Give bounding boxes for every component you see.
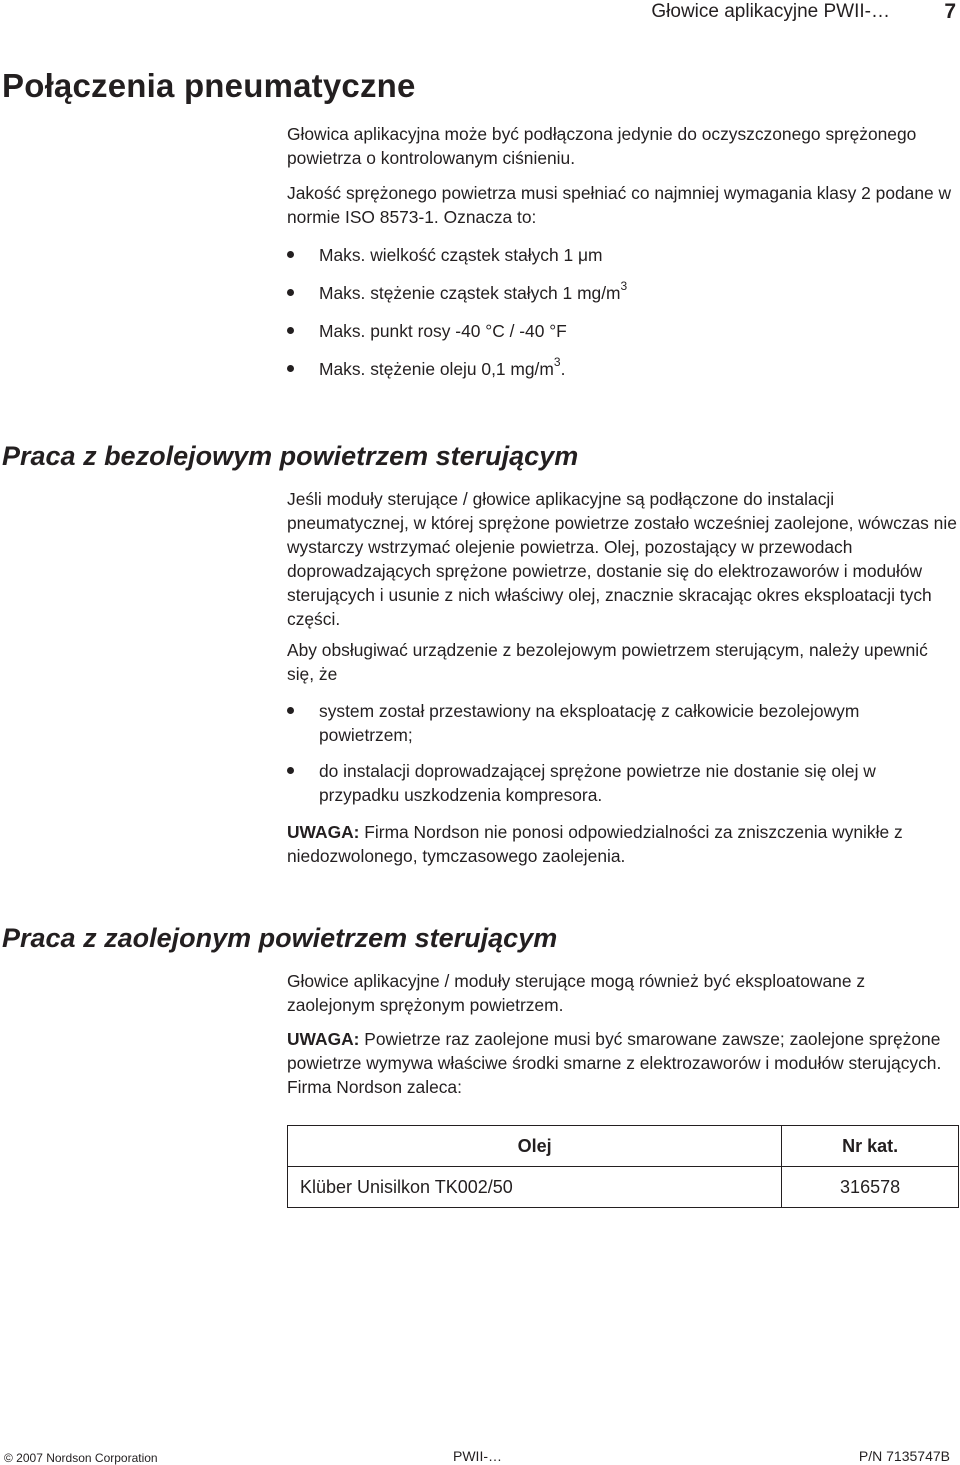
section1-paragraph-2: Jakość sprężonego powietrza musi spełniać co najmniej wymagania klasy 2 podane w normie ISO 8573-1. Oznacza to:	[287, 183, 952, 227]
footer-document-name: PWII-…	[453, 1448, 502, 1464]
bullet-icon	[287, 767, 294, 774]
list-item: Maks. stężenie cząstek stałych 1 $mg/m^3$	[287, 281, 957, 319]
list-item: Maks. wielkość cząstek stałych 1 μm	[287, 243, 957, 281]
list-item: do instalacji doprowadzającej sprężone powietrze nie dostanie się olej w przypadku uszkodzenia kompresora.	[287, 759, 957, 807]
bullet-icon	[287, 707, 294, 714]
section-title-pneumatic-connections: Połączenia pneumatyczne	[2, 67, 416, 104]
note-label: UWAGA:	[287, 1029, 360, 1049]
page-footer	[0, 1447, 960, 1465]
header-title: Głowice aplikacyjne PWII-…	[651, 1, 890, 22]
section1-paragraph-1: Głowica aplikacyjna może być podłączona jedynie do oczyszczonego sprężonego powietrza o kontrolowanym ciśnieniu.	[287, 124, 917, 168]
air-quality-requirements-list	[287, 243, 957, 395]
section3-note: UWAGA: Powietrze raz zaolejone musi być smarowane zawsze; zaolejone sprężone powietrze wymywa właściwe środki smarne z elektrozaworów i modułów sterujących. Firma Nordson zaleca:	[287, 1029, 942, 1097]
column-header-part-number: Nr kat.	[782, 1126, 959, 1167]
bullet-icon	[287, 289, 294, 296]
part-number-cell: 316578	[782, 1167, 959, 1208]
bullet-icon	[287, 251, 294, 258]
column-header-oil: Olej	[288, 1126, 782, 1167]
table-header-row	[288, 1126, 959, 1167]
page-number: 7	[944, 0, 956, 23]
table-row	[288, 1167, 959, 1208]
section3-paragraph-1: Głowice aplikacyjne / moduły sterujące mogą również być eksploatowane z zaolejonym sprężonym powietrzem.	[287, 971, 866, 1015]
footer-copyright: © 2007 Nordson Corporation	[4, 1451, 158, 1465]
page-header	[0, 0, 960, 30]
list-item: Maks. stężenie oleju 0,1 $mg/m^3$.	[287, 357, 957, 395]
section2-note: UWAGA: Firma Nordson nie ponosi odpowiedzialności za zniszczenia wynikłe z niedozwolonego, tymczasowego zaolejenia.	[287, 822, 903, 866]
oil-free-requirements-list	[287, 699, 957, 819]
note-label: UWAGA:	[287, 822, 360, 842]
bullet-icon	[287, 327, 294, 334]
section-title-oiled-air: Praca z zaolejonym powietrzem sterującym	[2, 923, 558, 953]
list-item: system został przestawiony na eksploatację z całkowicie bezolejowym powietrzem;	[287, 699, 957, 747]
bullet-icon	[287, 365, 294, 372]
oil-name-cell: Klüber Unisilkon TK002/50	[288, 1167, 782, 1208]
list-item: Maks. punkt rosy -40 °C / -40 °F	[287, 319, 957, 357]
section2-paragraph-2: Aby obsługiwać urządzenie z bezolejowym powietrzem sterującym, należy upewnić się, że	[287, 640, 928, 684]
section-title-oil-free-air: Praca z bezolejowym powietrzem sterującym	[2, 441, 579, 471]
section2-paragraph-1: Jeśli moduły sterujące / głowice aplikacyjne są podłączone do instalacji pneumatycznej, w której sprężone powietrze zostało wcześniej zaolejone, wówczas nie wystarczy wstrzymać olejenie powietrza. Olej, pozostający w przewodach doprowadzających sprężone powietrze, dostanie się do elektrozaworów i modułów sterujących i usunie z nich właściwy olej, znacznie skracając okres eksploatacji tych części.	[287, 489, 957, 629]
recommended-oil-table	[287, 1125, 959, 1208]
footer-part-number: P/N 7135747B	[858, 1448, 950, 1464]
